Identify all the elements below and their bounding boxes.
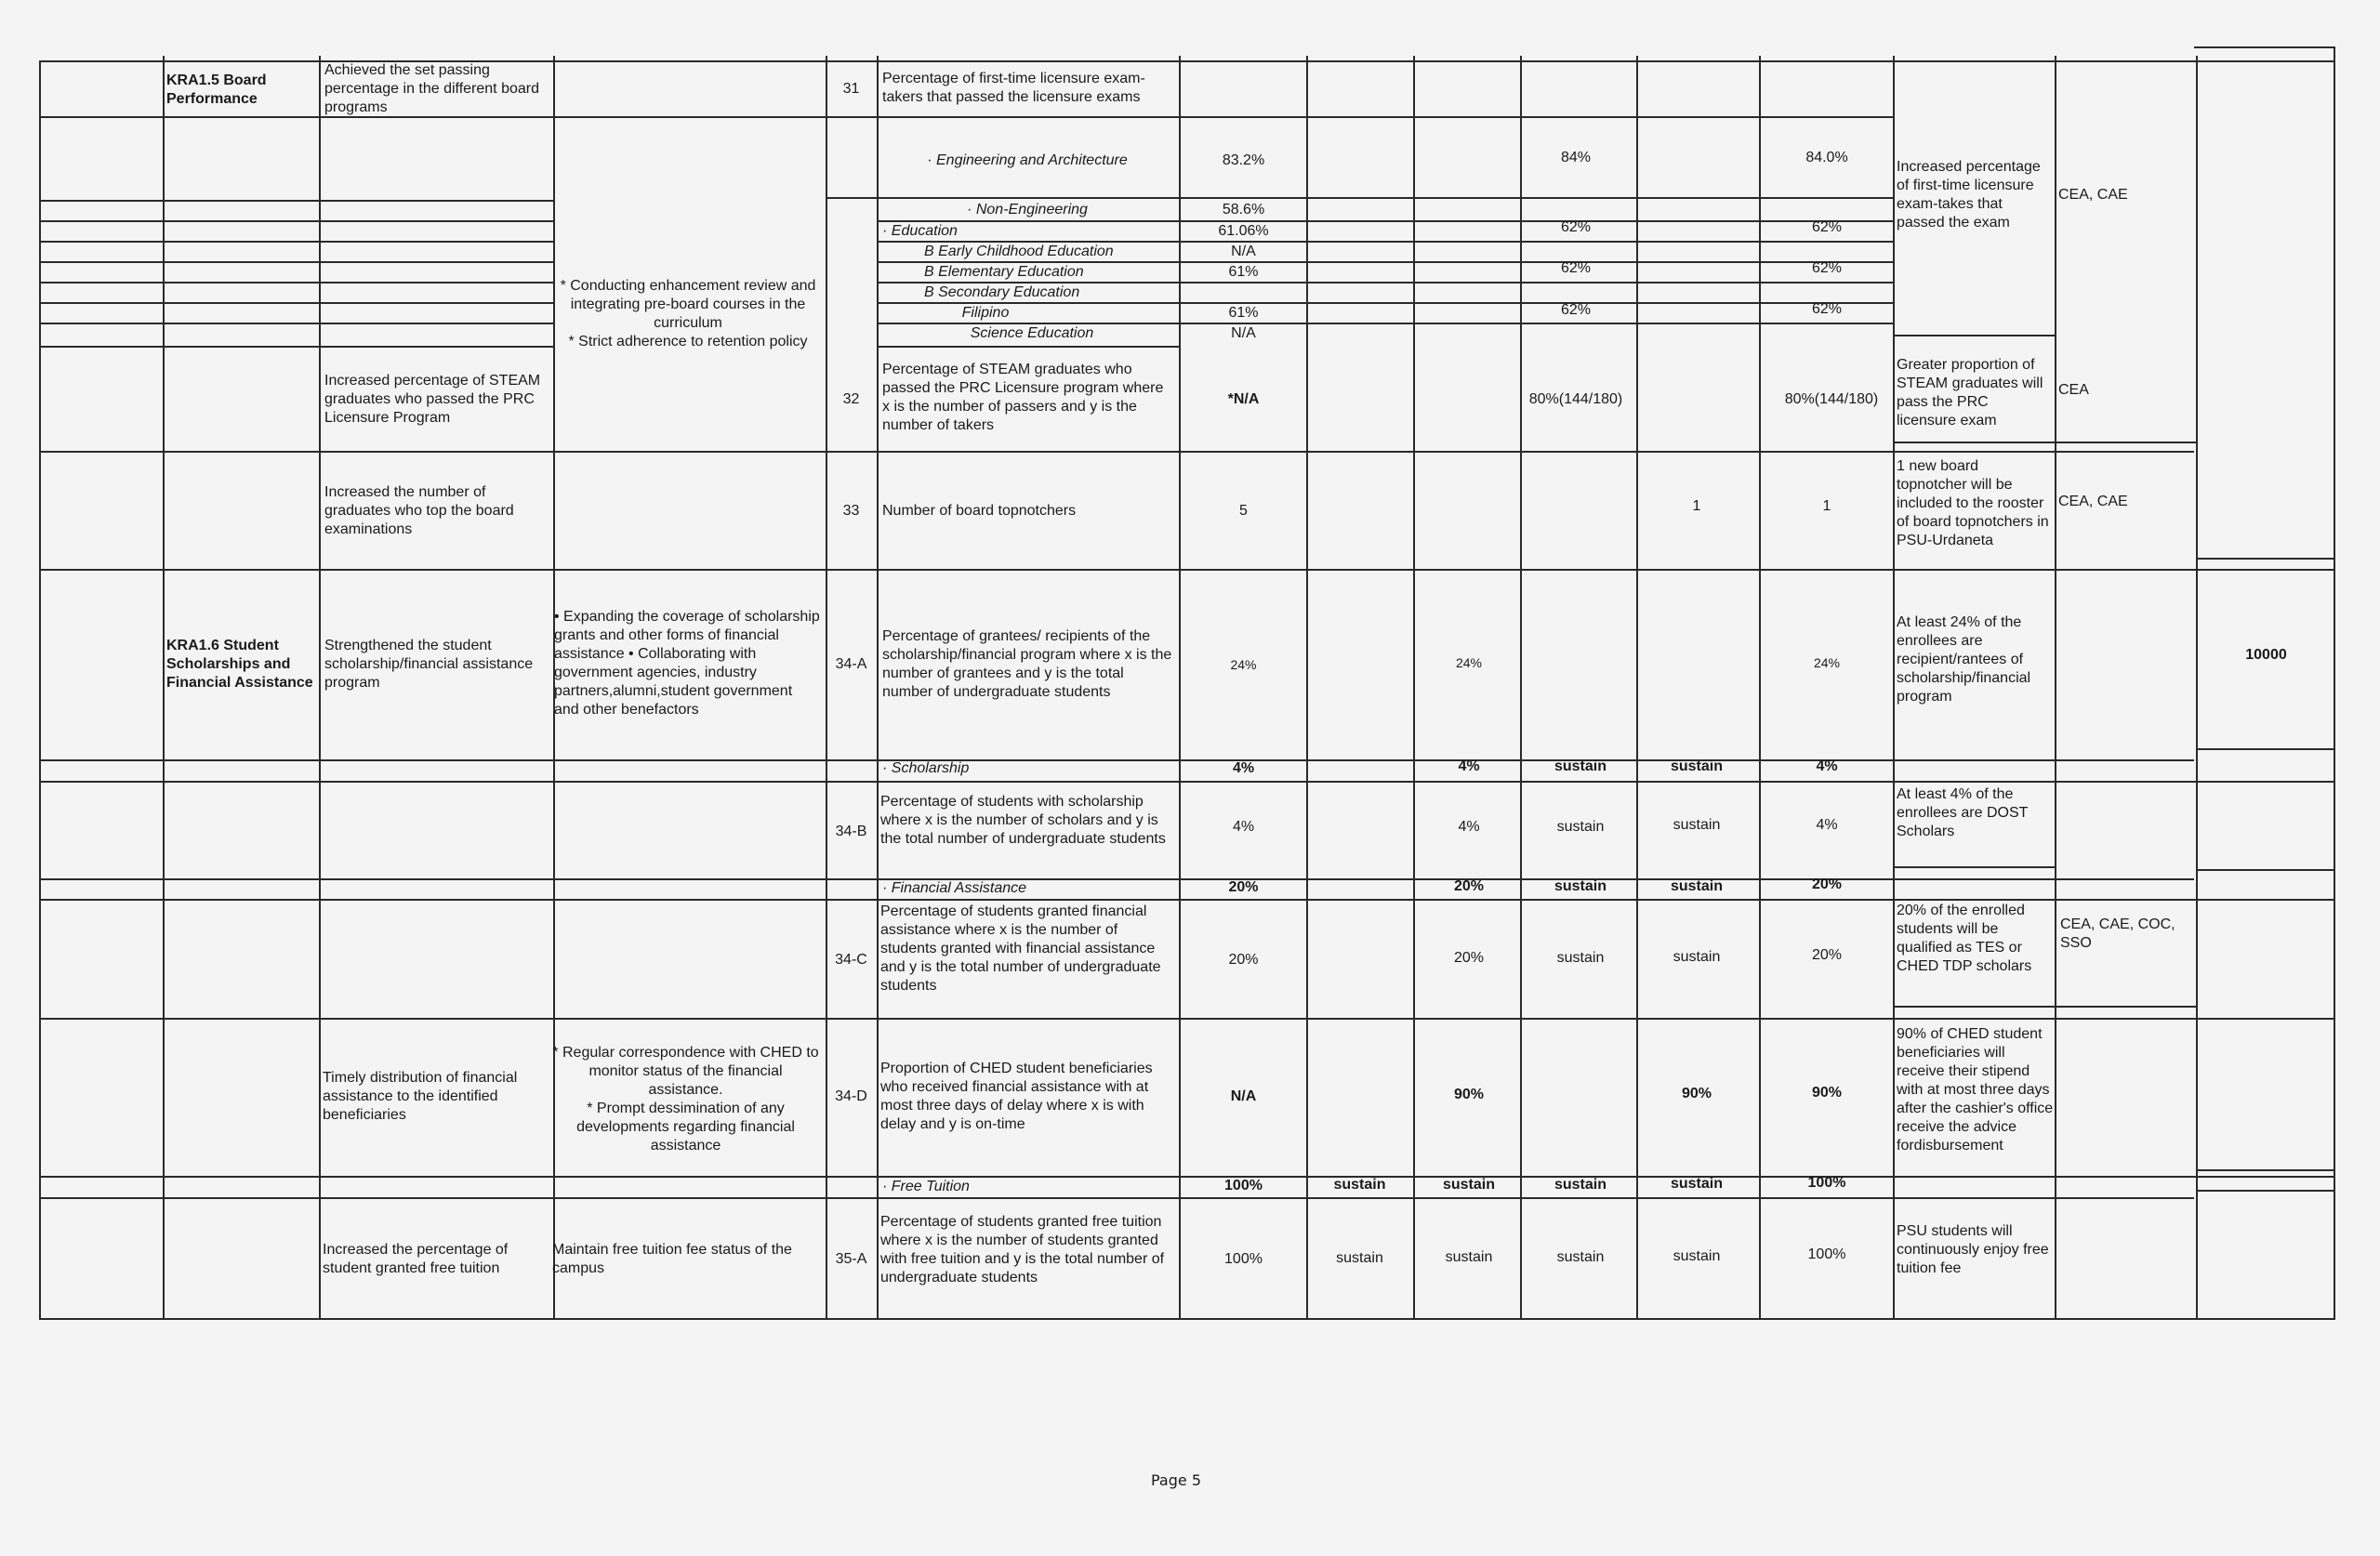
table-cell: 83.2%: [1222, 152, 1265, 168]
table-cell: 62%: [1560, 302, 1592, 318]
table-cell: · Education: [882, 223, 958, 239]
table-cell: · Engineering and Architecture: [927, 152, 1128, 168]
table-cell: sustain: [1554, 758, 1606, 774]
table-rule-horizontal: [39, 116, 1893, 118]
table-cell: 61%: [1228, 264, 1259, 280]
table-rule-horizontal: [2196, 869, 2335, 871]
table-cell: · Non-Engineering: [967, 202, 1088, 218]
table-cell: 58.6%: [1222, 202, 1265, 218]
table-cell: · Financial Assistance: [882, 880, 1027, 896]
table-cell: 20% of the enrolled students will be qualified as TES or CHED TDP scholars: [1897, 903, 2032, 974]
page-number: Page 5: [1151, 1471, 1201, 1489]
table-cell: sustain: [1670, 1176, 1723, 1192]
table-cell: 35-A: [835, 1251, 867, 1267]
table-cell: At least 4% of the enrollees are DOST Scholars: [1897, 786, 2029, 839]
table-cell: Increased the percentage of student granted free tuition: [323, 1242, 509, 1276]
table-cell: Percentage of grantees/ recipients of the scholarship/financial program where x is the number of grantees and y is the total number of undergraduate students: [882, 628, 1172, 700]
table-cell: B Secondary Education: [924, 284, 1080, 300]
table-cell: B Elementary Education: [924, 264, 1084, 280]
table-cell: 5: [1239, 503, 1248, 519]
table-cell: Number of board topnotchers: [882, 503, 1077, 519]
table-cell: 100%: [1807, 1175, 1846, 1191]
table-cell: 62%: [1811, 260, 1843, 276]
table-cell: CEA: [2058, 382, 2089, 398]
table-cell: 62%: [1811, 219, 1843, 235]
table-rule-horizontal: [39, 569, 2335, 571]
table-rule-vertical: [826, 56, 827, 1318]
table-cell: Percentage of students granted free tuition where x is the number of students granted with free tuition and y is the total number of undergraduate students: [880, 1214, 1165, 1286]
table-cell: Percentage of first-time licensure exam-takers that passed the licensure exams: [882, 71, 1145, 105]
table-cell: Percentage of STEAM graduates who passed the PRC Licensure program where x is the number of passers and y is the number of takers: [882, 361, 1164, 433]
table-cell: Achieved the set passing percentage in the different board programs: [324, 61, 539, 115]
table-rule-horizontal: [39, 346, 553, 348]
table-rule-horizontal: [2196, 1169, 2335, 1171]
table-rule-horizontal: [39, 220, 553, 222]
table-cell: 62%: [1560, 260, 1592, 276]
table-cell: PSU students will continuously enjoy free tuition fee: [1897, 1223, 2049, 1276]
table-cell: 10000: [2245, 647, 2287, 663]
table-rule-horizontal: [39, 302, 553, 304]
table-cell: Increased percentage of first-time licensure exam-takes that passed the exam: [1897, 159, 2041, 231]
table-rule-vertical: [1636, 56, 1638, 1318]
table-cell: sustain: [1554, 1177, 1606, 1193]
table-cell: 61%: [1228, 305, 1259, 321]
table-cell: 80%(144/180): [1784, 391, 1879, 407]
table-cell: N/A: [1230, 1088, 1257, 1104]
table-cell: 84.0%: [1805, 150, 1848, 165]
table-cell: 24%: [1230, 657, 1257, 672]
table-cell: 20%: [1453, 950, 1485, 966]
table-rule-horizontal: [39, 282, 553, 284]
table-cell: 90%: [1681, 1086, 1712, 1101]
table-cell: KRA1.5 Board Performance: [166, 73, 267, 107]
table-rule-vertical: [1413, 56, 1415, 1318]
table-cell: At least 24% of the enrollees are recipient/rantees of scholarship/financial program: [1897, 614, 2031, 705]
table-cell: sustain: [1556, 950, 1605, 966]
table-rule-vertical: [1759, 56, 1761, 1318]
table-cell: 24%: [1455, 655, 1483, 670]
table-rule-horizontal: [39, 261, 553, 263]
table-rule-horizontal: [39, 200, 553, 202]
table-rule-horizontal: [1893, 866, 2055, 868]
table-cell: sustain: [1445, 1249, 1493, 1265]
table-rule-vertical: [1520, 56, 1522, 1318]
table-cell: 1 new board topnotcher will be included to the rooster of board topnotchers in PSU-Urdaneta: [1897, 458, 2049, 548]
table-cell: 20%: [1453, 878, 1485, 894]
table-cell: 90% of CHED student beneficiaries will receive their stipend with at most three days after the cashier's office receive the advice fordisbursement: [1897, 1026, 2054, 1154]
table-cell: 62%: [1811, 301, 1843, 317]
table-cell: · Scholarship: [882, 760, 970, 776]
table-rule-horizontal: [877, 220, 1893, 222]
table-cell: sustain: [1554, 878, 1606, 894]
table-cell: 90%: [1453, 1087, 1485, 1102]
table-cell: 4%: [1458, 819, 1480, 835]
table-cell: N/A: [1231, 244, 1256, 259]
table-cell: sustain: [1673, 817, 1721, 833]
table-cell: 4%: [1232, 819, 1255, 835]
table-cell: sustain: [1670, 878, 1723, 894]
table-cell: CEA, CAE: [2058, 187, 2128, 203]
table-cell: sustain: [1556, 819, 1605, 835]
table-cell: Percentage of students with scholarship where x is the number of scholars and y is the total number of undergraduate students: [880, 793, 1166, 847]
table-rule-horizontal: [1893, 1006, 2196, 1008]
table-cell: * Regular correspondence with CHED to monitor status of the financial assistance. * Prompt dessimination of any developments regarding financial assistance: [552, 1044, 819, 1154]
table-cell: 20%: [1811, 877, 1843, 892]
table-cell: sustain: [1442, 1177, 1495, 1193]
table-rule-vertical: [2334, 46, 2335, 1320]
table-rule-horizontal: [2196, 558, 2335, 560]
table-cell: 32: [842, 391, 860, 407]
table-cell: sustain: [1556, 1249, 1605, 1265]
table-cell: 1: [1822, 498, 1831, 514]
table-cell: Proportion of CHED student beneficiaries who received financial assistance with at most three days of delay where x is with delay and y is on-time: [880, 1061, 1153, 1132]
table-cell: 80%(144/180): [1528, 391, 1623, 407]
table-cell: 4%: [1816, 817, 1838, 833]
table-cell: *N/A: [1227, 391, 1260, 407]
table-cell: 20%: [1811, 947, 1843, 963]
table-cell: Filipino: [961, 305, 1010, 321]
table-cell: sustain: [1670, 758, 1723, 774]
table-rule-vertical: [2196, 56, 2198, 1318]
table-cell: 4%: [1816, 758, 1838, 774]
table-cell: CEA, CAE: [2058, 494, 2128, 509]
table-cell: 100%: [1807, 1246, 1846, 1262]
table-cell: 20%: [1228, 879, 1259, 895]
table-rule-horizontal: [39, 323, 553, 324]
table-rule-horizontal: [2196, 748, 2335, 750]
table-rule-horizontal: [826, 197, 1893, 199]
table-cell: 34-C: [835, 952, 867, 968]
table-rule-horizontal: [39, 1197, 2194, 1199]
table-cell: 31: [842, 81, 860, 97]
table-cell: Percentage of students granted financial assistance where x is the number of students granted with financial assistance and y is the total number of undergraduate students: [880, 903, 1161, 994]
table-rule-horizontal: [39, 241, 553, 243]
table-rule-horizontal: [2194, 46, 2335, 48]
table-cell: sustain: [1333, 1177, 1386, 1193]
table-cell: Science Education: [970, 325, 1094, 341]
table-cell: 24%: [1813, 655, 1841, 670]
table-cell: • Expanding the coverage of scholarship grants and other forms of financial assistance • Collaborating with government agencies, industry partners,alumni,student government and other benefactors: [554, 609, 820, 718]
table-cell: 20%: [1228, 952, 1259, 968]
table-cell: * Conducting enhancement review and integrating pre-board courses in the curriculum * Strict adherence to retention policy: [560, 277, 816, 349]
table-cell: Maintain free tuition fee status of the campus: [552, 1242, 792, 1276]
table-rule-horizontal: [826, 451, 1893, 453]
table-cell: 1: [1692, 498, 1701, 514]
table-cell: 100%: [1224, 1178, 1263, 1193]
table-rule-horizontal: [2196, 1190, 2335, 1192]
table-rule-horizontal: [1893, 442, 2196, 443]
table-cell: sustain: [1673, 1248, 1721, 1264]
table-cell: sustain: [1673, 949, 1721, 965]
table-cell: 100%: [1224, 1251, 1263, 1267]
table-cell: 84%: [1560, 150, 1592, 165]
table-cell: KRA1.6 Student Scholarships and Financial Assistance: [166, 638, 313, 691]
table-cell: 4%: [1232, 760, 1255, 776]
table-cell: Increased percentage of STEAM graduates who passed the PRC Licensure Program: [324, 373, 541, 426]
table-cell: · Free Tuition: [882, 1179, 970, 1194]
table-rule-horizontal: [1893, 335, 2055, 336]
table-cell: B Early Childhood Education: [924, 244, 1114, 259]
table-rule-horizontal: [39, 1318, 2335, 1320]
table-cell: 33: [842, 503, 860, 519]
table-cell: 61.06%: [1218, 223, 1269, 239]
table-cell: 34-A: [835, 656, 867, 672]
table-cell: Timely distribution of financial assistance to the identified beneficiaries: [323, 1070, 518, 1123]
table-cell: N/A: [1231, 325, 1256, 341]
table-cell: 34-D: [835, 1088, 867, 1104]
table-rule-horizontal: [877, 346, 1179, 348]
table-cell: 4%: [1458, 758, 1480, 774]
table-cell: 62%: [1560, 219, 1592, 235]
table-cell: CEA, CAE, COC, SSO: [2060, 916, 2175, 951]
table-cell: 90%: [1811, 1085, 1843, 1101]
table-rule-vertical: [39, 60, 41, 1320]
table-cell: 34-B: [835, 824, 867, 839]
table-cell: Increased the number of graduates who top the board examinations: [324, 484, 514, 537]
table-rule-vertical: [1306, 56, 1308, 1318]
table-cell: Greater proportion of STEAM graduates will pass the PRC licensure exam: [1897, 356, 2043, 429]
table-cell: sustain: [1336, 1250, 1383, 1266]
table-cell: Strengthened the student scholarship/financial assistance program: [324, 638, 534, 691]
